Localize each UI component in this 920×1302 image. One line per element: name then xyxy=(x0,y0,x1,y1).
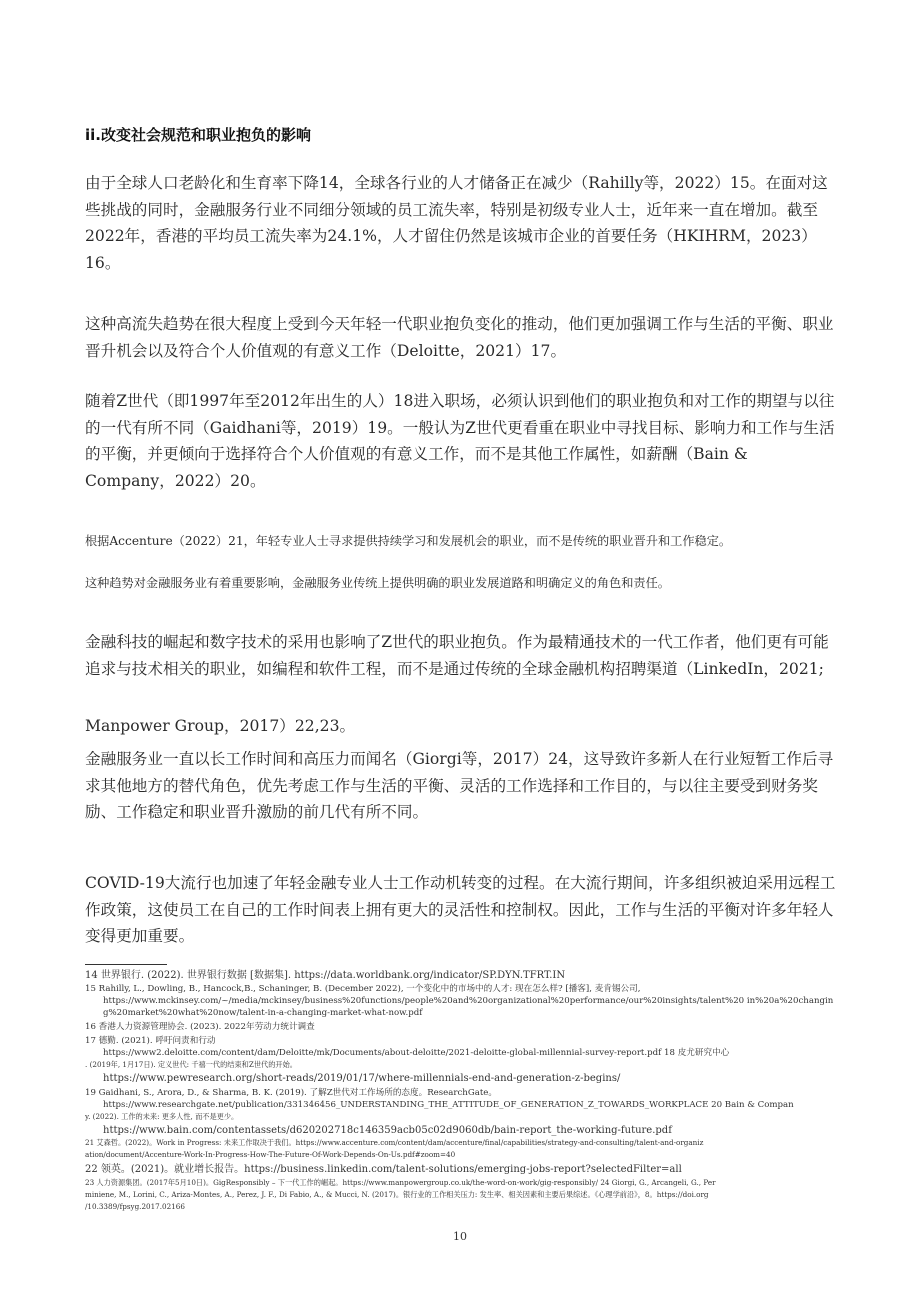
footnote-23-24: 23 人力资源集团。(2017年5月10日)。GigResponsibly – 下一代工作的崛起。https://www.manpowergroup.co.uk/the-word-on-work/gig-responsibly/ 24 Giorgi, G., Arcangeli, G., Per xyxy=(85,1178,716,1187)
paragraph-accenture: 根据Accenture（2022）21，年轻专业人士寻求提供持续学习和发展机会的职业，而不是传统的职业晋升和工作稳定。 xyxy=(85,534,732,548)
paragraph-gen-z: 随着Z世代（即1997年至2012年出生的人）18进入职场，必须认识到他们的职业抱负和对工作的期望与以往的一代有所不同（Gaidhani等，2019）19。一般认为Z世代更看重在职业中寻找目标、影响力和工作与生活的平衡，并更倾向于选择符合个人价值观的有意义工作，而不是其他工作属性，如薪酬（Bain & Company，2022）20。 xyxy=(85,392,835,490)
paragraph-fintech: 金融科技的崛起和数字技术的采用也影响了Z世代的职业抱负。作为最精通技术的一代工作者，他们更有可能追求与技术相关的职业，如编程和软件工程，而不是通过传统的全球金融机构招聘渠道（LinkedIn，2021; xyxy=(85,633,829,678)
paragraph-talent-pool: 由于全球人口老龄化和生育率下降14，全球各行业的人才储备正在减少（Rahilly等，2022）15。在面对这些挑战的同时，金融服务行业不同细分领域的员工流失率，特别是初级专业人士，近年来一直在增加。截至2022年，香港的平均员工流失率为24.1%，人才留住仍然是该城市企业的首要任务（HKIHRM，2023）16。 xyxy=(85,174,828,272)
footnote-19-link[interactable]: https://www.researchgate.net/publication/331346456_UNDERSTANDING_THE_ATTITUDE_OF_GENERATION_Z_TOWARDS_WORKPLACE 20 Bain & Compan xyxy=(103,1100,794,1110)
page-number: 10 xyxy=(453,1230,467,1243)
footnote-24-doi[interactable]: /10.3389/fpsyg.2017.02166 xyxy=(85,1202,185,1211)
paragraph-turnover-trend: 这种高流失趋势在很大程度上受到今天年轻一代职业抱负变化的推动，他们更加强调工作与生活的平衡、职业晋升机会以及符合个人价值观的有意义工作（Deloitte，2021）17。 xyxy=(85,315,834,360)
footnote-divider xyxy=(85,964,167,965)
footnote-18-link[interactable]: https://www.pewresearch.org/short-reads/2019/01/17/where-millennials-end-and-generation-z-begins/ xyxy=(103,1073,621,1084)
footnote-17: 17 德勤. (2021). 呼吁问责和行动 xyxy=(85,1036,216,1046)
paragraph-covid: COVID-19大流行也加速了年轻金融专业人士工作动机转变的过程。在大流行期间，许多组织被迫采用远程工作政策，这使员工在自己的工作时间表上拥有更大的灵活性和控制权。因此，工作与生活的平衡对许多年轻人变得更加重要。 xyxy=(85,874,836,945)
footnote-15-link-cont[interactable]: g%20market%20what%20now/talent-in-a-changing-market-what-now.pdf xyxy=(103,1008,423,1018)
paragraph-long-hours: 金融服务业一直以长工作时间和高压力而闻名（Giorgi等，2017）24，这导致许多新人在行业短暂工作后寻求其他地方的替代角色，优先考虑工作与生活的平衡、灵活的工作选择和工作目的，与以往主要受到财务奖励、工作稳定和职业晋升激励的前几代有所不同。 xyxy=(85,750,834,821)
footnote-20-link[interactable]: https://www.bain.com/contentassets/d620202718c146359acb05c02d9060db/bain-report_the-working-future.pdf xyxy=(103,1125,672,1136)
footnote-20: y. (2022). 工作的未来: 更多人性, 而不是更少。 xyxy=(85,1112,239,1121)
footnote-24-cont: miniene, M., Lorini, C., Ariza-Montes, A., Perez, J. F., Di Fabio, A., & Mucci, N. (2017)。银行业的工作相关压力: 发生率、相关因素和主要后果综述。《心理学前沿》，8。https://doi.org xyxy=(85,1190,709,1199)
footnote-22: 22 领英。(2021)。就业增长报告。https://business.linkedin.com/talent-solutions/emerging-jobs-report?selectedFilter=all xyxy=(85,1164,682,1175)
paragraph-manpower: Manpower Group，2017）22,23。 xyxy=(85,717,356,735)
section-heading: ii.改变社会规范和职业抱负的影响 xyxy=(85,126,311,144)
footnote-14: 14 世界银行. (2022). 世界银行数据 [数据集]. https://data.worldbank.org/indicator/SP.DYN.TFRT.IN xyxy=(85,970,566,981)
footnote-21: 21 艾森哲。(2022)。Work in Progress: 未来工作取决于我们。https://www.accenture.com/content/dam/accenture/final/capabilities/strategy-and-consulting/talent-and-organiz xyxy=(85,1138,704,1147)
footnote-15: 15 Rahilly, L., Dowling, B., Hancock,B., Schaninger, B. (December 2022), 一个变化中的市场中的人才: 现在怎么样? [播客], 麦肯锡公司, xyxy=(85,984,641,994)
footnote-17-link[interactable]: https://www2.deloitte.com/content/dam/Deloitte/mk/Documents/about-deloitte/2021-deloitte-global-millennial-survey-report.pdf 18 皮尤研究中心 xyxy=(103,1048,730,1058)
footnote-19: 19 Gaidhani, S., Arora, D., & Sharma, B. K. (2019). 了解Z世代对工作场所的态度。ResearchGate。 xyxy=(85,1088,497,1098)
footnote-21-cont[interactable]: ation/document/Accenture-Work-In-Progress-How-The-Future-Of-Work-Depends-On-Us.pdf#zoom=40 xyxy=(85,1150,456,1159)
footnote-18: . (2019年, 1月17日). 定义世代: 千禧一代的结束和Z世代的开始。 xyxy=(85,1060,297,1069)
footnote-16: 16 香港人力资源管理协会. (2023). 2022年劳动力统计调查 xyxy=(85,1022,315,1032)
paragraph-trend-impact: 这种趋势对金融服务业有着重要影响，金融服务业传统上提供明确的职业发展道路和明确定义的角色和责任。 xyxy=(85,576,670,590)
footnote-15-link[interactable]: https://www.mckinsey.com/~/media/mckinsey/business%20functions/people%20and%20organizational%20performance/our%20insights/talent%20 in%20a%20changin xyxy=(103,996,834,1006)
